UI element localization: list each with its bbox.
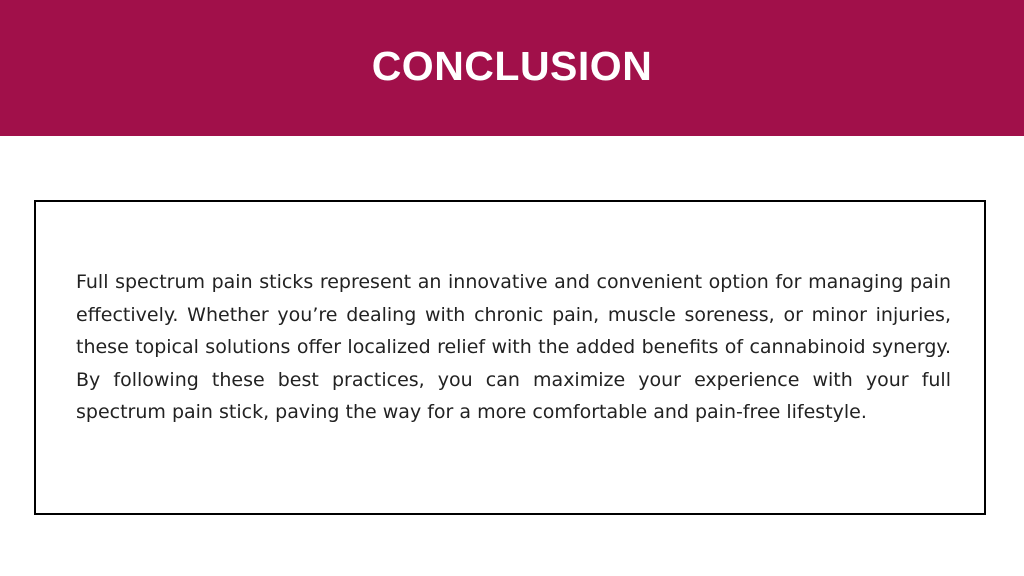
slide-title: CONCLUSION [371,43,653,89]
content-box [34,200,986,515]
body-paragraph: Full spectrum pain sticks represent an innovative and convenient option for managing pain effectively. Whether you’re dealing with chronic pain, muscle soreness, or minor injuries, these topical solutions offer localized relief with the added benefits of cannabinoid synergy. By following these best practices, you can maximize your experience with your full spectrum pain stick, paving the way for a more comfortable and pain-free lifestyle. [76,271,951,423]
